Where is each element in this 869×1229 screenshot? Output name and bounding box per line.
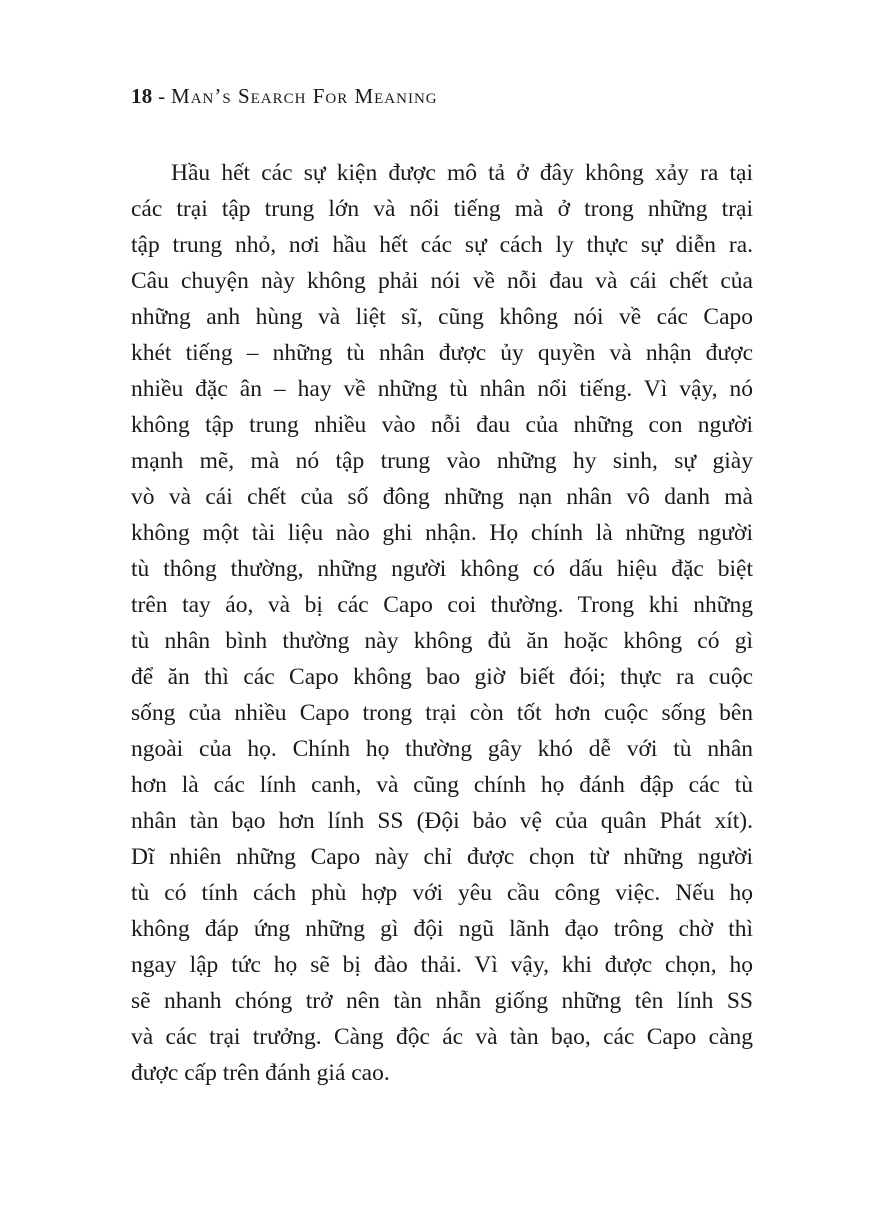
text-line: được cấp trên đánh giá cao. [131, 1060, 390, 1086]
body-paragraph [131, 155, 753, 1091]
text-line: những anh hùng và liệt sĩ, cũng không nói về các Capo [131, 304, 753, 330]
text-line: nhiều đặc ân – hay về những tù nhân nổi tiếng. Vì vậy, nó [131, 376, 753, 402]
text-line: không một tài liệu nào ghi nhận. Họ chính là những người [131, 520, 753, 546]
text-line: nhân tàn bạo hơn lính SS (Đội bảo vệ của quân Phát xít). [131, 808, 753, 834]
text-line: ngay lập tức họ sẽ bị đào thải. Vì vậy, khi được chọn, họ [131, 952, 753, 978]
text-line: Câu chuyện này không phải nói về nỗi đau và cái chết của [131, 268, 753, 294]
text-line: khét tiếng – những tù nhân được ủy quyền và nhận được [131, 340, 753, 366]
text-line: trên tay áo, và bị các Capo coi thường. Trong khi những [131, 592, 753, 618]
text-line: sẽ nhanh chóng trở nên tàn nhẫn giống những tên lính SS [131, 988, 753, 1014]
text-line: Hầu hết các sự kiện được mô tả ở đây không xảy ra tại [171, 160, 753, 186]
running-header [131, 84, 438, 109]
text-line: tù thông thường, những người không có dấu hiệu đặc biệt [131, 556, 753, 582]
text-line: Dĩ nhiên những Capo này chỉ được chọn từ những người [131, 844, 753, 870]
text-line: hơn là các lính canh, và cũng chính họ đánh đập các tù [131, 772, 753, 798]
text-line: không tập trung nhiều vào nỗi đau của những con người [131, 412, 753, 438]
text-line: tù có tính cách phù hợp với yêu cầu công việc. Nếu họ [131, 880, 753, 906]
text-line: sống của nhiều Capo trong trại còn tốt hơn cuộc sống bên [131, 700, 753, 726]
text-line: tập trung nhỏ, nơi hầu hết các sự cách ly thực sự diễn ra. [131, 232, 753, 258]
text-line: và các trại trưởng. Càng độc ác và tàn bạo, các Capo càng [131, 1024, 753, 1050]
text-line: tù nhân bình thường này không đủ ăn hoặc không có gì [131, 628, 753, 654]
text-line: để ăn thì các Capo không bao giờ biết đói; thực ra cuộc [131, 664, 753, 690]
text-line: mạnh mẽ, mà nó tập trung vào những hy sinh, sự giày [131, 448, 753, 474]
text-line: vò và cái chết của số đông những nạn nhân vô danh mà [131, 484, 753, 510]
book-title: Man’s Search For Meaning [171, 84, 438, 108]
page-number: 18 [131, 84, 153, 108]
text-line: không đáp ứng những gì đội ngũ lãnh đạo trông chờ thì [131, 916, 753, 942]
header-separator: - [152, 84, 172, 108]
text-line: các trại tập trung lớn và nổi tiếng mà ở trong những trại [131, 196, 753, 222]
text-line: ngoài của họ. Chính họ thường gây khó dễ với tù nhân [131, 736, 753, 762]
